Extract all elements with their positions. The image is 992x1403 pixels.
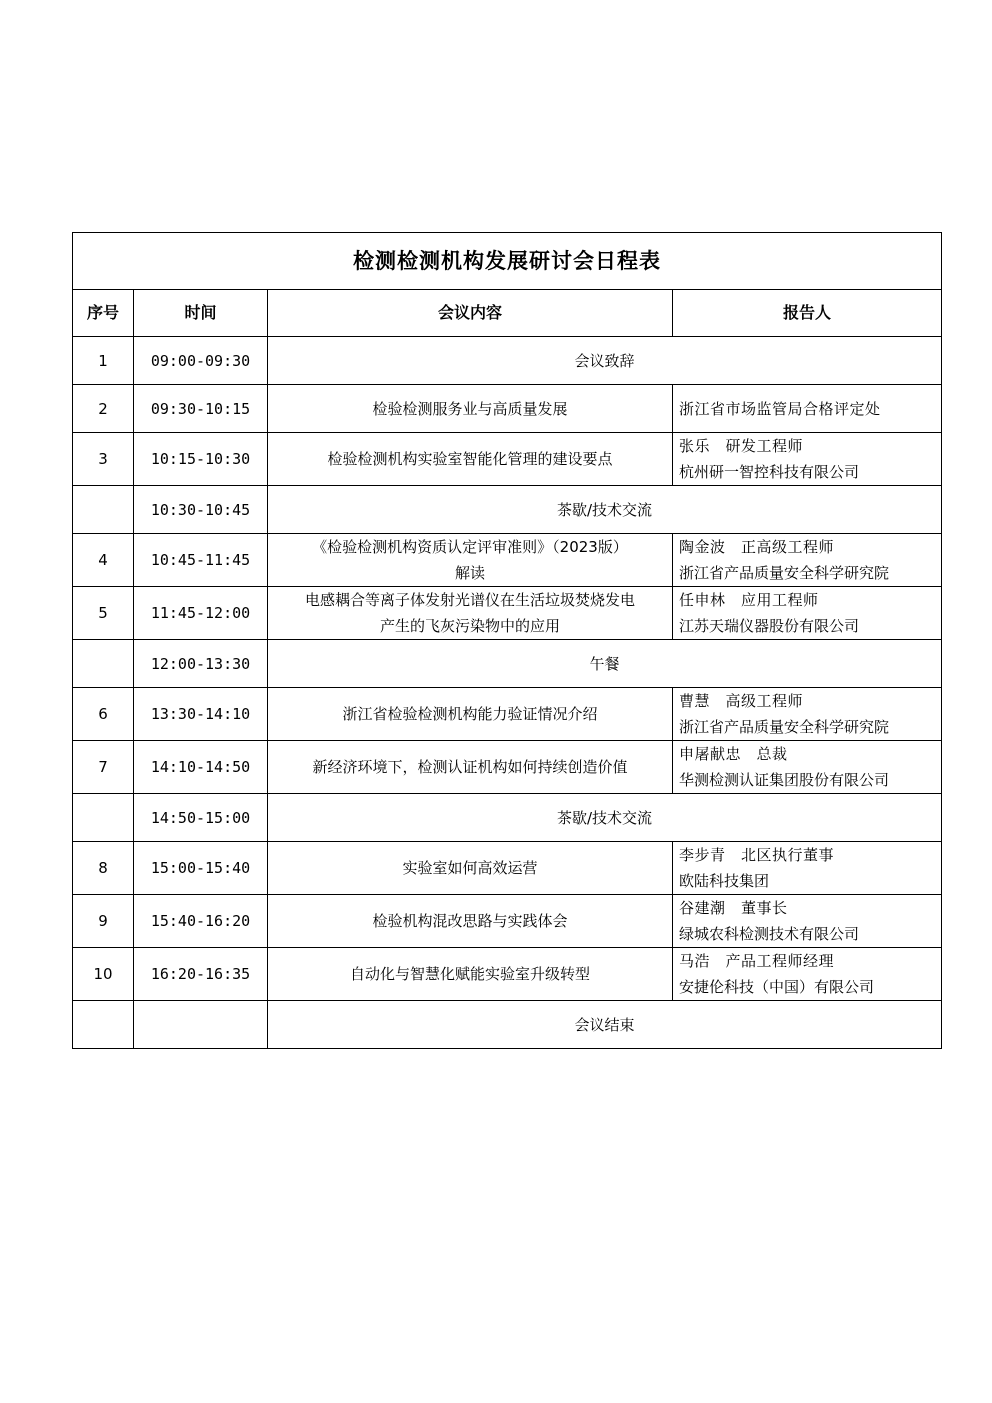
topic-line: 实验室如何高效运营 [402,859,538,877]
row-topic [268,385,673,433]
row-time: 11:45-12:00 [134,587,268,640]
header-no: 序号 [73,290,134,337]
row-topic [268,842,673,895]
schedule-table [72,232,942,1049]
row-time [134,1001,268,1049]
row-number: 6 [73,688,134,741]
table-row [73,948,942,1001]
topic-line: 新经济环境下，检测认证机构如何持续创造价值 [312,758,628,776]
speaker-org: 欧陆科技集团 [679,872,770,890]
row-session: 茶歇/技术交流 [268,794,942,842]
row-time: 16:20-16:35 [134,948,268,1001]
row-session: 午餐 [268,640,942,688]
table-row [73,895,942,948]
table-title: 检测检测机构发展研讨会日程表 [73,233,942,290]
row-number: 10 [73,948,134,1001]
row-speaker [673,895,942,948]
table-row [73,741,942,794]
row-speaker [673,741,942,794]
row-number: 9 [73,895,134,948]
row-time: 13:30-14:10 [134,688,268,741]
row-topic [268,433,673,486]
row-time: 10:30-10:45 [134,486,268,534]
table-row [73,534,942,587]
row-number: 8 [73,842,134,895]
table-row [73,842,942,895]
speaker-name: 李步青 北区执行董事 [679,846,835,864]
table-row [73,688,942,741]
row-topic [268,534,673,587]
row-time: 15:40-16:20 [134,895,268,948]
row-speaker [673,587,942,640]
row-time: 12:00-13:30 [134,640,268,688]
speaker-org: 安捷伦科技（中国）有限公司 [679,978,875,996]
row-number: 1 [73,337,134,385]
row-speaker [673,842,942,895]
row-number [73,640,134,688]
speaker-org: 杭州研一智控科技有限公司 [679,463,860,481]
row-number [73,794,134,842]
row-topic [268,688,673,741]
row-topic [268,587,673,640]
table-row [73,640,942,688]
speaker-name: 申屠献忠 总裁 [679,745,788,763]
speaker-org: 浙江省产品质量安全科学研究院 [679,718,890,736]
schedule-body [73,337,942,1049]
row-topic [268,741,673,794]
row-number: 7 [73,741,134,794]
row-session: 会议致辞 [268,337,942,385]
header-speaker: 报告人 [673,290,942,337]
title-row [73,233,942,290]
table-row [73,1001,942,1049]
topic-line: 《检验检测机构资质认定评审准则》（2023版） [312,538,628,556]
speaker-name: 浙江省市场监管局合格评定处 [679,399,881,418]
speaker-name: 曹慧 高级工程师 [679,692,804,710]
table-row [73,486,942,534]
row-number: 2 [73,385,134,433]
row-time: 10:15-10:30 [134,433,268,486]
row-number [73,1001,134,1049]
row-time: 09:30-10:15 [134,385,268,433]
row-number: 3 [73,433,134,486]
table-row [73,385,942,433]
row-session: 茶歇/技术交流 [268,486,942,534]
row-topic [268,895,673,948]
header-topic: 会议内容 [268,290,673,337]
speaker-name: 陶金波 正高级工程师 [679,538,835,556]
row-session: 会议结束 [268,1001,942,1049]
row-speaker [673,385,942,433]
speaker-org: 江苏天瑞仪器股份有限公司 [679,617,860,635]
row-time: 14:10-14:50 [134,741,268,794]
row-speaker [673,534,942,587]
topic-line: 自动化与智慧化赋能实验室升级转型 [349,965,590,983]
topic-line: 解读 [454,564,485,582]
header-time: 时间 [134,290,268,337]
table-row [73,794,942,842]
row-speaker [673,688,942,741]
topic-line: 检验检测服务业与高质量发展 [372,399,568,418]
header-row [73,290,942,337]
row-speaker [673,433,942,486]
speaker-name: 谷建潮 董事长 [679,899,788,917]
table-row [73,433,942,486]
speaker-org: 华测检测认证集团股份有限公司 [679,771,890,789]
row-time: 10:45-11:45 [134,534,268,587]
row-time: 09:00-09:30 [134,337,268,385]
table-row [73,337,942,385]
row-number [73,486,134,534]
table-row [73,587,942,640]
row-speaker [673,948,942,1001]
row-number: 5 [73,587,134,640]
topic-line: 浙江省检验检测机构能力验证情况介绍 [342,705,598,723]
row-time: 14:50-15:00 [134,794,268,842]
topic-line: 检验检测机构实验室智能化管理的建设要点 [327,450,613,468]
topic-line: 检验机构混改思路与实践体会 [372,912,568,930]
speaker-name: 任申林 应用工程师 [679,591,819,609]
speaker-name: 马浩 产品工程师经理 [679,952,835,970]
row-time: 15:00-15:40 [134,842,268,895]
speaker-org: 绿城农科检测技术有限公司 [679,925,860,943]
row-topic [268,948,673,1001]
row-number: 4 [73,534,134,587]
topic-line: 产生的飞灰污染物中的应用 [379,617,560,635]
speaker-name: 张乐 研发工程师 [679,437,804,455]
topic-line: 电感耦合等离子体发射光谱仪在生活垃圾焚烧发电 [304,591,635,609]
speaker-org: 浙江省产品质量安全科学研究院 [679,564,890,582]
